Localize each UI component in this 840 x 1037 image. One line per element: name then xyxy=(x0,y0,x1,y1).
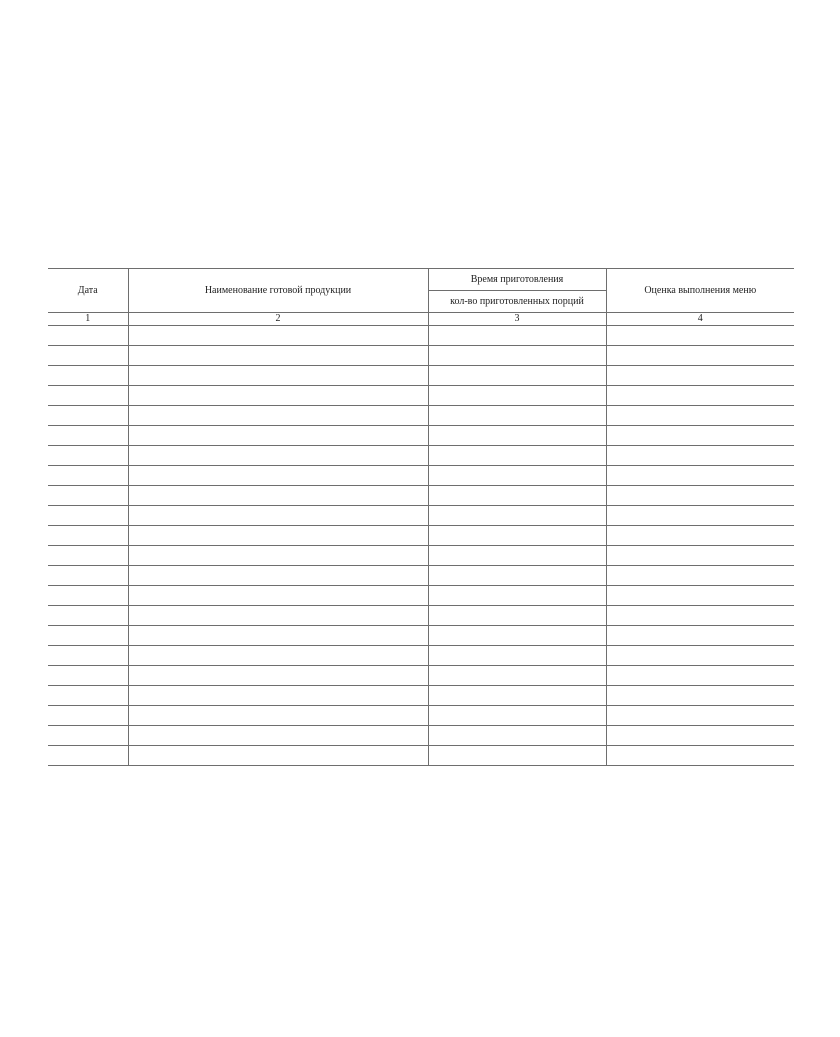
table-cell[interactable] xyxy=(606,446,794,466)
header-date: Дата xyxy=(48,269,128,313)
table-cell[interactable] xyxy=(128,646,428,666)
table-cell[interactable] xyxy=(48,366,128,386)
table-cell[interactable] xyxy=(428,546,606,566)
table-cell[interactable] xyxy=(428,326,606,346)
table-cell[interactable] xyxy=(606,666,794,686)
table-cell[interactable] xyxy=(128,326,428,346)
table-row xyxy=(48,686,794,706)
table-row xyxy=(48,606,794,626)
table-row xyxy=(48,586,794,606)
table-body xyxy=(48,326,794,766)
column-number: 3 xyxy=(428,313,606,326)
table-cell[interactable] xyxy=(48,406,128,426)
table-cell[interactable] xyxy=(48,706,128,726)
table-cell[interactable] xyxy=(128,726,428,746)
table-cell[interactable] xyxy=(128,346,428,366)
table-cell[interactable] xyxy=(606,346,794,366)
table-cell[interactable] xyxy=(428,526,606,546)
table-cell[interactable] xyxy=(48,566,128,586)
table-cell[interactable] xyxy=(128,626,428,646)
table-cell[interactable] xyxy=(428,446,606,466)
table-cell[interactable] xyxy=(48,726,128,746)
table-cell[interactable] xyxy=(606,366,794,386)
table-cell[interactable] xyxy=(128,566,428,586)
column-number: 4 xyxy=(606,313,794,326)
table-cell[interactable] xyxy=(128,446,428,466)
table-row xyxy=(48,626,794,646)
table-row xyxy=(48,726,794,746)
table-cell[interactable] xyxy=(428,686,606,706)
table-cell[interactable] xyxy=(48,606,128,626)
table-cell[interactable] xyxy=(606,646,794,666)
table-row xyxy=(48,446,794,466)
table-cell[interactable] xyxy=(128,486,428,506)
production-log-table xyxy=(48,268,794,766)
table-cell[interactable] xyxy=(606,566,794,586)
table-row xyxy=(48,506,794,526)
table-cell[interactable] xyxy=(428,486,606,506)
header-portions: кол-во приготовленных порций xyxy=(428,291,606,313)
table-cell[interactable] xyxy=(48,386,128,406)
table-cell[interactable] xyxy=(128,586,428,606)
table-cell[interactable] xyxy=(48,586,128,606)
table-row xyxy=(48,406,794,426)
table-cell[interactable] xyxy=(606,506,794,526)
table-cell[interactable] xyxy=(606,746,794,766)
table-cell[interactable] xyxy=(428,606,606,626)
table-cell[interactable] xyxy=(48,646,128,666)
table-cell[interactable] xyxy=(48,466,128,486)
header-menu-evaluation: Оценка выполнения меню xyxy=(606,269,794,313)
table-cell[interactable] xyxy=(48,486,128,506)
table-cell[interactable] xyxy=(606,426,794,446)
column-number-row xyxy=(48,313,794,326)
table-cell[interactable] xyxy=(128,526,428,546)
table-cell[interactable] xyxy=(48,666,128,686)
table-row xyxy=(48,706,794,726)
table-cell[interactable] xyxy=(428,466,606,486)
table-cell[interactable] xyxy=(428,366,606,386)
table-cell[interactable] xyxy=(606,326,794,346)
table-cell[interactable] xyxy=(428,346,606,366)
table-cell[interactable] xyxy=(428,646,606,666)
table-cell[interactable] xyxy=(128,366,428,386)
table-row xyxy=(48,466,794,486)
table-cell[interactable] xyxy=(128,666,428,686)
table-cell[interactable] xyxy=(428,406,606,426)
column-number: 1 xyxy=(48,313,128,326)
table-cell[interactable] xyxy=(128,706,428,726)
table-cell[interactable] xyxy=(606,706,794,726)
table-cell[interactable] xyxy=(606,686,794,706)
table-row xyxy=(48,426,794,446)
header-prep-time: Время приготовления xyxy=(428,269,606,291)
table-cell[interactable] xyxy=(428,706,606,726)
table-row xyxy=(48,526,794,546)
table-cell[interactable] xyxy=(606,486,794,506)
table-cell[interactable] xyxy=(606,406,794,426)
table-row xyxy=(48,486,794,506)
table-cell[interactable] xyxy=(48,526,128,546)
table-cell[interactable] xyxy=(428,566,606,586)
table-cell[interactable] xyxy=(428,746,606,766)
table-cell[interactable] xyxy=(128,546,428,566)
column-number: 2 xyxy=(128,313,428,326)
table-cell[interactable] xyxy=(128,406,428,426)
table-cell[interactable] xyxy=(48,546,128,566)
table-row xyxy=(48,666,794,686)
table-row xyxy=(48,646,794,666)
table-cell[interactable] xyxy=(606,546,794,566)
table-cell[interactable] xyxy=(606,606,794,626)
table-cell[interactable] xyxy=(606,386,794,406)
table-cell[interactable] xyxy=(128,426,428,446)
table-cell[interactable] xyxy=(606,726,794,746)
table-cell[interactable] xyxy=(128,606,428,626)
table-cell[interactable] xyxy=(428,726,606,746)
table-cell[interactable] xyxy=(128,386,428,406)
table-cell[interactable] xyxy=(48,746,128,766)
table-cell[interactable] xyxy=(48,686,128,706)
table-cell[interactable] xyxy=(428,626,606,646)
table-row xyxy=(48,746,794,766)
table-cell[interactable] xyxy=(128,746,428,766)
table-cell[interactable] xyxy=(48,326,128,346)
table-row xyxy=(48,346,794,366)
table-cell[interactable] xyxy=(606,586,794,606)
table-cell[interactable] xyxy=(48,426,128,446)
table-row xyxy=(48,326,794,346)
table-cell[interactable] xyxy=(48,626,128,646)
table-cell[interactable] xyxy=(48,446,128,466)
table-cell[interactable] xyxy=(606,466,794,486)
table-cell[interactable] xyxy=(428,666,606,686)
table-cell[interactable] xyxy=(428,586,606,606)
table-row xyxy=(48,546,794,566)
table-cell[interactable] xyxy=(428,386,606,406)
table-cell[interactable] xyxy=(606,626,794,646)
table-cell[interactable] xyxy=(128,506,428,526)
document-page xyxy=(48,268,794,766)
table-cell[interactable] xyxy=(48,346,128,366)
table-row xyxy=(48,366,794,386)
table-row xyxy=(48,566,794,586)
table-cell[interactable] xyxy=(428,426,606,446)
table-cell[interactable] xyxy=(606,526,794,546)
table-cell[interactable] xyxy=(48,506,128,526)
header-product-name: Наименование готовой продукции xyxy=(128,269,428,313)
table-cell[interactable] xyxy=(128,686,428,706)
table-cell[interactable] xyxy=(128,466,428,486)
table-header xyxy=(48,269,794,326)
table-row xyxy=(48,386,794,406)
table-cell[interactable] xyxy=(428,506,606,526)
